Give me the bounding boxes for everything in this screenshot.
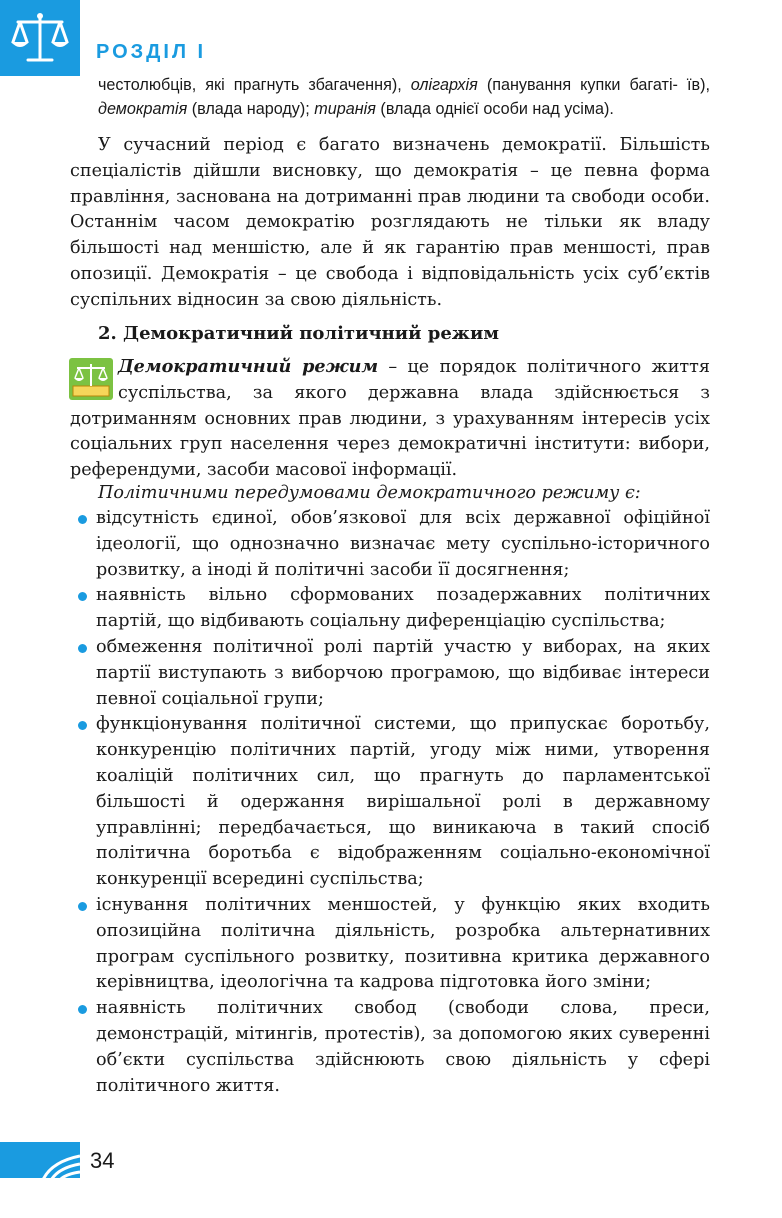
prerequisites-intro: Політичними передумовами демократичного режиму є: — [98, 483, 641, 503]
section-label: РОЗДІЛ І — [96, 41, 207, 63]
bullet-dot-icon — [78, 644, 87, 653]
paragraph-democracy-definitions: У сучасний період є багато визначень демократії. Більшість спеціалістів дійшли висновку, що демократія – це певна форма правління, заснована на дотриманні прав людини та свободи особи. Останнім часом демократію розглядають не тільки як владу більшості над меншістю, але й як гарантію прав меншості, прав опозиції. Демократія – це свобода і відповідальність усіх суб’єктів суспільних відносин за свою діяльність. — [70, 135, 710, 310]
prerequisites-list — [96, 506, 710, 1099]
list-item: функціонування політичної системи, що припускає боротьбу, конкуренцію політичних партій, угоду між ними, утворення коаліцій політичних сил, що прагнуть до парламентської більшості й одержання вирішальної ролі в державному управлінні; передбачається, що виникаюча в такий спосіб політична боротьба є відображенням соціально-економічної конкуренції всередині суспільства; — [96, 712, 710, 893]
scales-icon — [8, 8, 72, 68]
bullet-dot-icon — [78, 902, 87, 911]
bullet-dot-icon — [78, 721, 87, 730]
definition-term: Демократичний режим — [118, 356, 379, 377]
section-heading: 2. Демократичний політичний режим — [98, 323, 499, 344]
footer-block — [0, 1142, 80, 1178]
continuation-text: честолюбців, які прагнуть збагачення), олігархія (панування купки багаті- їв), демократія (влада народу); тиранія (влада однієї особи над усіма). — [98, 76, 710, 118]
list-item: наявність вільно сформованих позадержавних політичних партій, що відбивають соціальну диференціацію суспільства; — [96, 583, 710, 635]
list-item: обмеження політичної ролі партій участю у виборах, на яких партії виступають з виборчою програмою, що відбиває інтереси певної соціальної групи; — [96, 635, 710, 712]
list-item: відсутність єдиної, обов’язкової для всіх державної офіційної ідеології, що однозначно визначає мету суспільно-історичного розвитку, а іноді й політичні засоби її досягнення; — [96, 506, 710, 583]
definition-text: – це порядок політичного життя суспільства, за якого державна влада здійснюється з дотриманням основних прав людини, з урахуванням інтересів усіх соціальних груп населення через демократичні інститути: вибори, референдуми, засоби масової інформації. — [70, 357, 710, 481]
bullet-dot-icon — [78, 515, 87, 524]
page-number: 34 — [90, 1148, 115, 1173]
list-item: наявність політичних свобод (свободи слова, преси, демонстрацій, мітингів, протестів), за допомогою яких суверенні об’єкти суспільства здійснюють свою діяльність у сфері політичного життя. — [96, 996, 710, 1099]
list-item: існування політичних меншостей, у функцію яких входить опозиційна політична діяльність, розробка альтернативних програм суспільного розвитку, позитивна критика державного керівництва, ідеологічна та кадрова підготовка його зміни; — [96, 893, 710, 996]
definition-paragraph — [70, 354, 710, 484]
header-corner-block — [0, 0, 80, 76]
bullet-dot-icon — [78, 592, 87, 601]
bullet-dot-icon — [78, 1005, 87, 1014]
signal-arcs-icon — [0, 1142, 80, 1178]
